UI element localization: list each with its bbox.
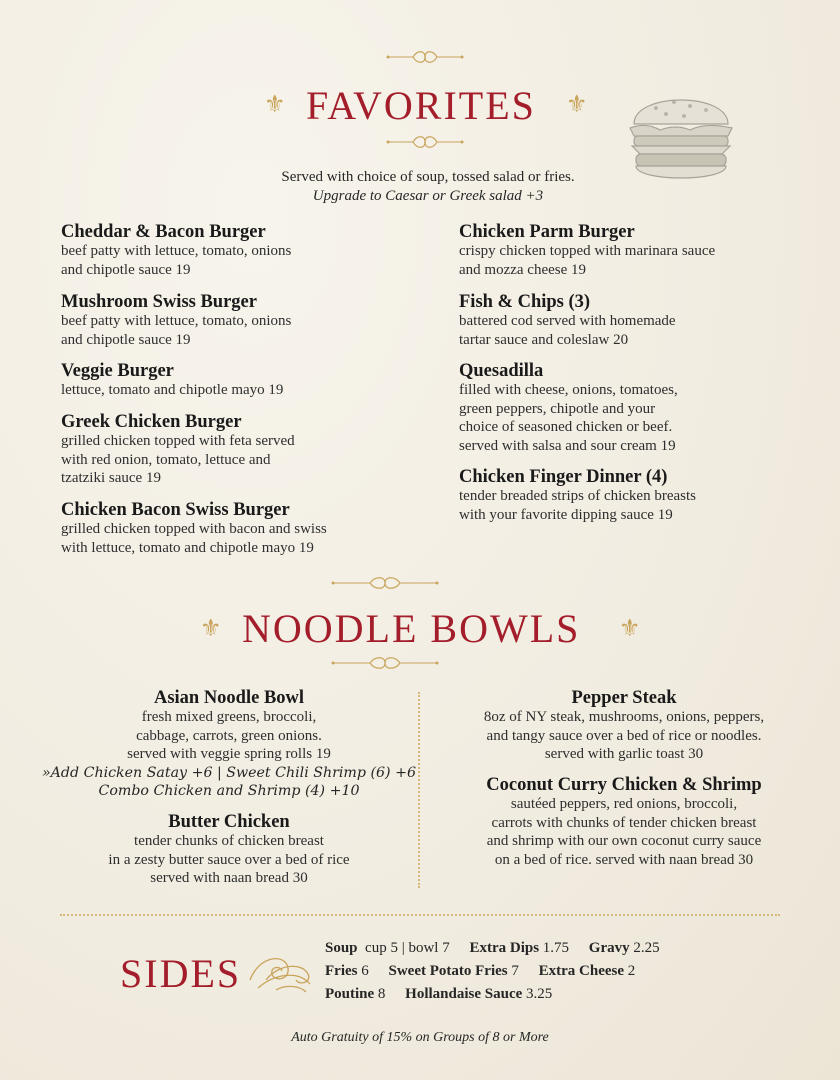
item-desc: tender breaded strips of chicken breasts with your favorite dipping sauce 19	[459, 488, 696, 523]
noodle-bowls-title: NOODLE BOWLS	[242, 606, 581, 651]
item-name: Coconut Curry Chicken & Shrimp	[486, 775, 762, 795]
intro-upgrade: Upgrade to Caesar or Greek salad +3	[312, 188, 544, 204]
item-desc: beef patty with lettuce, tomato, onions and chipotle sauce 19	[61, 243, 292, 278]
item-desc: lettuce, tomato and chipotle mayo 19	[61, 382, 284, 398]
side-name: Poutine	[325, 986, 375, 1002]
sides-row	[325, 983, 660, 1006]
item-name: Chicken Parm Burger	[459, 222, 635, 242]
side-price: 3.25	[526, 986, 553, 1002]
item-desc: grilled chicken topped with bacon and swiss with lettuce, tomato and chipotle mayo 19	[61, 521, 327, 556]
item-name: Cheddar & Bacon Burger	[61, 222, 266, 242]
menu-item	[40, 812, 418, 888]
side-name: Gravy	[588, 940, 630, 956]
item-desc: tender chunks of chicken breast in a zesty butter sauce over a bed of rice served with naan bread 30	[108, 833, 350, 886]
flourish-top	[385, 48, 465, 66]
menu-item	[61, 222, 291, 279]
item-name: Chicken Bacon Swiss Burger	[61, 500, 290, 520]
side-price: 7	[511, 963, 519, 979]
item-name: Asian Noodle Bowl	[153, 688, 305, 708]
fleur-de-lis-icon: ⚜	[264, 90, 286, 118]
menu-item	[61, 500, 327, 557]
fleur-de-lis-icon: ⚜	[619, 614, 641, 642]
sides-list	[325, 937, 660, 1006]
item-name: Veggie Burger	[61, 361, 174, 381]
menu-item	[61, 292, 291, 349]
flourish-top	[330, 574, 440, 592]
side-price: 1.75	[542, 940, 570, 956]
item-desc: 8oz of NY steak, mushrooms, onions, peppers, and tangy sauce over a bed of rice or noodles. served with garlic toast 30	[483, 709, 765, 762]
column-divider	[418, 692, 420, 888]
item-desc: beef patty with lettuce, tomato, onions and chipotle sauce 19	[61, 313, 292, 348]
flourish-bottom	[330, 654, 440, 672]
fleur-de-lis-icon: ⚜	[566, 90, 588, 118]
item-desc: battered cod served with homemade tartar sauce and coleslaw 20	[459, 313, 676, 348]
menu-item	[459, 361, 678, 455]
item-desc: grilled chicken topped with feta served with red onion, tomato, lettuce and tzatziki sauce 19	[61, 433, 295, 486]
item-name: Chicken Finger Dinner (4)	[459, 467, 668, 487]
side-price: 6	[361, 963, 369, 979]
item-name: Greek Chicken Burger	[61, 412, 242, 432]
side-name: Fries	[325, 963, 358, 979]
item-addons: »Add Chicken Satay +6 | Sweet Chili Shrimp (6) +6 Combo Chicken and Shrimp (4) +10	[41, 764, 416, 799]
swirl-ornament-icon	[246, 950, 314, 994]
item-name: Quesadilla	[459, 361, 544, 381]
menu-item	[61, 412, 295, 488]
side-name: Hollandaise Sauce	[405, 986, 523, 1002]
side-price: 2	[627, 963, 636, 979]
item-name: Butter Chicken	[168, 812, 290, 832]
flourish-bottom	[385, 133, 465, 151]
section-divider	[60, 914, 780, 916]
side-price: 8	[377, 986, 386, 1002]
favorites-intro	[188, 168, 668, 206]
sides-row	[325, 960, 660, 983]
side-price: cup 5 | bowl 7	[365, 940, 450, 956]
item-desc: fresh mixed greens, broccoli, cabbage, carrots, green onions. served with veggie spring rolls 19	[127, 709, 331, 762]
menu-item	[459, 222, 715, 279]
intro-line: Served with choice of soup, tossed salad or fries.	[281, 169, 575, 185]
item-name: Pepper Steak	[571, 688, 677, 708]
side-name: Extra Dips	[469, 940, 540, 956]
side-price: 2.25	[633, 940, 660, 956]
side-name: Sweet Potato Fries	[388, 963, 508, 979]
fleur-de-lis-icon: ⚜	[200, 614, 222, 642]
item-name: Mushroom Swiss Burger	[61, 292, 257, 312]
side-name: Soup	[325, 940, 358, 956]
item-desc: filled with cheese, onions, tomatoes, green peppers, chipotle and your choice of seasoned chicken or beef. served with salsa and sour cream 19	[459, 382, 678, 454]
footer-note: Auto Gratuity of 15% on Groups of 8 or More	[291, 1030, 549, 1045]
side-name: Extra Cheese	[538, 963, 625, 979]
item-name: Fish & Chips (3)	[459, 292, 591, 312]
menu-item	[459, 292, 676, 349]
menu-item	[40, 688, 418, 800]
favorites-title: FAVORITES	[306, 83, 536, 128]
item-desc: sautéed peppers, red onions, broccoli, carrots with chunks of tender chicken breast and shrimp with our own coconut curry sauce on a bed of rice. served with naan bread 30	[486, 796, 762, 868]
menu-item	[426, 688, 822, 764]
menu-item	[459, 467, 696, 524]
sides-title: SIDES	[120, 951, 242, 996]
sides-row	[325, 937, 660, 960]
menu-item	[426, 775, 822, 869]
item-desc: crispy chicken topped with marinara sauce and mozza cheese 19	[459, 243, 716, 278]
menu-item	[61, 361, 283, 400]
